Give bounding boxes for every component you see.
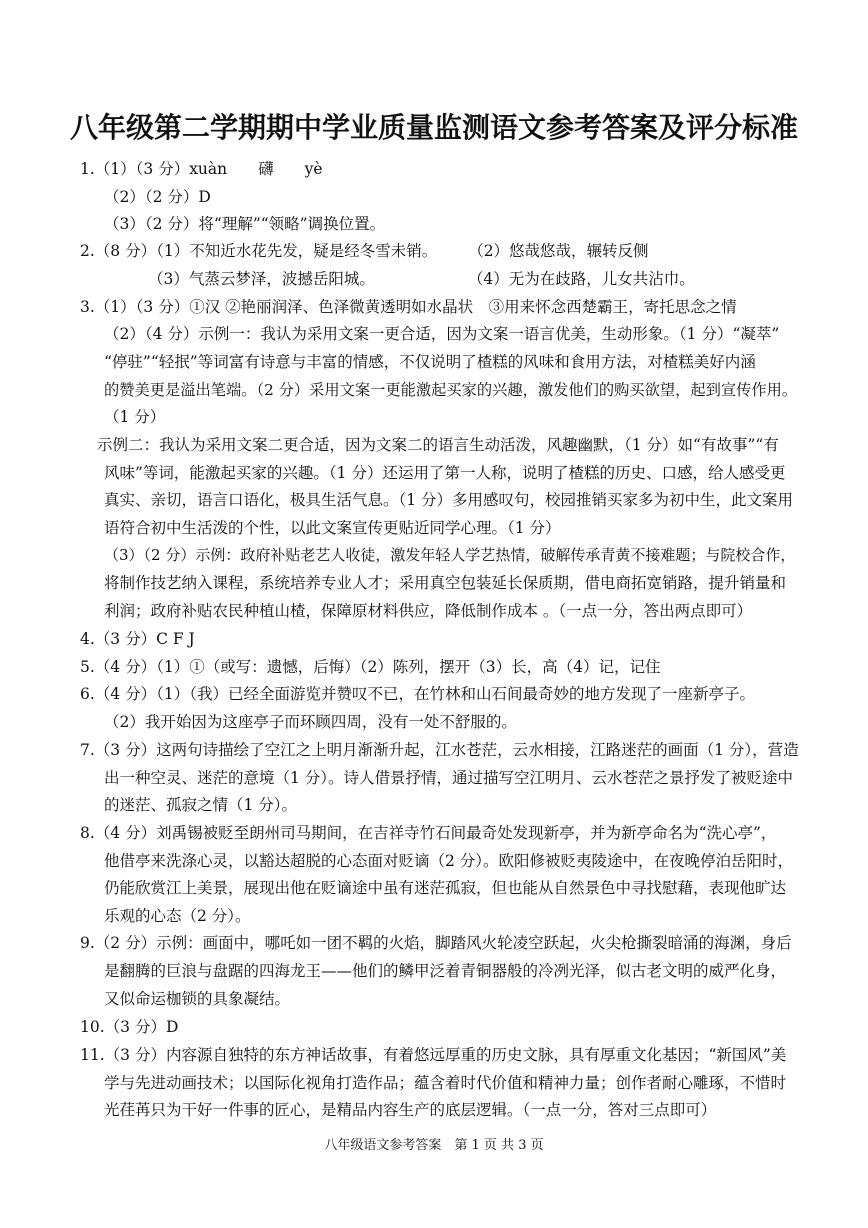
answer-line: 乐观的心态（2 分）。 (104, 907, 251, 925)
answer-line: 的迷茫、孤寂之情（1 分）。 (104, 796, 298, 814)
answer-line: 学与先进动画技术；以国际化视角打造作品；蕴含着时代价值和精神力量；创作者耐心雕琢，不惜时 (104, 1074, 787, 1092)
answer-line: 仍能欣赏江上美景，展现出他在贬谪途中虽有迷茫孤寂，但也能从自然景色中寻找慰藉，表现他旷达 (104, 879, 787, 897)
answer-line: （3）（2 分）示例：政府补贴老艺人收徒，激发年轻人学艺热情，破解传承青黄不接难题；与院校合作， (104, 546, 796, 564)
answer-line: （2）（4 分）示例一：我认为采用文案一更合适，因为文案一语言优美，生动形象。（1 分）“凝萃” (104, 325, 780, 343)
answer-line: 将制作技艺纳入课程，系统培养专业人才；采用真空包装延长保质期，借电商拓宽销路，提升销量和 (104, 574, 787, 592)
answer-line: 他借亭来洗涤心灵，以豁达超脱的心态面对贬谪（2 分）。欧阳修被贬夷陵途中，在夜晚停泊岳阳时， (104, 852, 794, 870)
answer-line: 7.（3 分）这两句诗描绘了空江之上明月渐渐升起，江水苍茫，云水相接，江路迷茫的画面（1 分），营造 (80, 741, 799, 759)
answer-line: 8.（4 分）刘禹锡被贬至朗州司马期间，在吉祥寺竹石间最奇处发现新亭，并为新亭命名为“洗心亭”， (80, 824, 777, 842)
answer-line: 是翻腾的巨浪与盘踞的四海龙王——他们的鳞甲泛着青铜器般的冷冽光泽，似古老文明的威严化身， (104, 962, 787, 980)
page-title: 八年级第二学期期中学业质量监测语文参考答案及评分标准 (69, 111, 798, 144)
answer-line: 风味”等词，能激起买家的兴趣。（1 分）还运用了第一人称，说明了楂糕的历史、口感，给人感受更 (104, 464, 786, 482)
answer-line: （3）气蒸云梦泽，波撼岳阳城。 （4）无为在歧路，儿女共沾巾。 (148, 270, 695, 288)
answer-line: 语符合初中生活泼的个性，以此文案宣传更贴近同学心理。（1 分） (104, 519, 561, 537)
answer-line: 3.（1）（3 分）①汉 ②艳丽润泽、色泽微黄透明如水晶状 ③用来怀念西楚霸王，寄托思念之情 (80, 298, 737, 316)
answer-line: （3）（2 分）将“理解”“领略”调换位置。 (104, 215, 386, 233)
answer-line: 5.（4 分）（1）①（或写：遗憾，后悔）（2）陈列，摆开（3）长，高（4）记，记住 (80, 658, 661, 676)
answer-line: 的赞美更是溢出笔端。（2 分）采用文案一更能激起买家的兴趣，激发他们的购买欲望，起到宣传作用。 (104, 381, 798, 399)
answer-line: （2）我开始因为这座亭子而环顾四周，没有一处不舒服的。 (104, 713, 517, 731)
answer-line: （1 分） (104, 408, 166, 426)
answer-line: 1.（1）（3 分）xuàn 礴 yè (80, 160, 323, 178)
answer-line: 4.（3 分）C F J (80, 630, 195, 648)
answer-line: 真实、亲切，语言口语化，极具生活气息。（1 分）多用感叹句，校园推销买家多为初中生，此文案用 (104, 491, 794, 509)
answer-line: （2）（2 分）D (104, 188, 211, 206)
answer-line: 10.（3 分）D (80, 1018, 179, 1036)
answer-line: 2.（8 分）（1）不知近水花先发，疑是经冬雪未销。 （2）悠哉悠哉，辗转反侧 (80, 242, 649, 260)
answer-line: 又似命运枷锁的具象凝结。 (104, 990, 291, 1008)
answer-line: 出一种空灵、迷茫的意境（1 分）。诗人借景抒情，通过描写空江明月、云水苍茫之景抒发了被贬途中 (104, 769, 794, 787)
page-footer: 八年级语文参考答案 第 1 页 共 3 页 (324, 1138, 544, 1153)
answer-line: 9.（2 分）示例：画面中，哪吒如一团不羁的火焰，脚踏风火轮凌空跃起，火尖枪撕裂暗涌的海渊，身后 (80, 934, 792, 952)
answer-line: 光荏苒只为干好一件事的匠心，是精品内容生产的底层逻辑。（一点一分，答对三点即可） (104, 1101, 717, 1119)
answer-line: 利润；政府补贴农民种植山楂，保障原材料供应，降低制作成本 。（一点一分，答出两点即可） (104, 602, 753, 620)
answer-line: 11.（3 分）内容源自独特的东方神话故事，有着悠远厚重的历史文脉，具有厚重文化基因；“新国风”美 (80, 1046, 787, 1064)
answer-line: 示例二：我认为采用文案二更合适，因为文案二的语言生动活泼，风趣幽默，（1 分）如“有故事”“有 (97, 436, 779, 454)
answer-line: “停驻”“轻抿”等词富有诗意与丰富的情感，不仅说明了楂糕的风味和食用方法，对楂糕美好内涵 (104, 353, 756, 371)
answer-line: 6.（4 分）（1）（我）已经全面游览并赞叹不已，在竹林和山石间最奇妙的地方发现了一座新亭子。 (80, 685, 755, 703)
